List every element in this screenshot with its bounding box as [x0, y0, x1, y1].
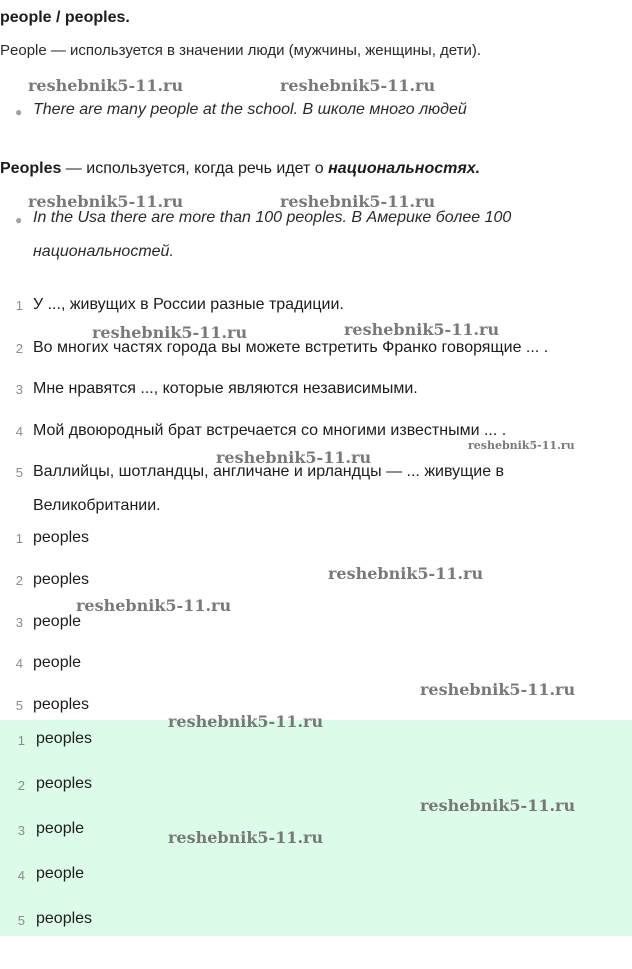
- watermark: reshebnik5-11.ru: [76, 596, 232, 615]
- question-number: 4: [15, 424, 23, 439]
- watermark: reshebnik5-11.ru: [280, 192, 436, 211]
- answer-number: 3: [17, 823, 25, 838]
- watermark: reshebnik5-11.ru: [280, 76, 436, 95]
- answer-text: peoples: [36, 910, 93, 927]
- clipped-rule-line: [0, 42, 560, 68]
- watermark: reshebnik5-11.ru: [420, 796, 576, 815]
- answer-text: peoples: [36, 775, 93, 792]
- example-peoples-line2: национальностей.: [33, 243, 174, 260]
- answer-text: peoples: [36, 730, 93, 747]
- answer-text: people: [36, 820, 85, 837]
- watermark: reshebnik5-11.ru: [168, 828, 324, 847]
- answer-number: 1: [15, 531, 23, 546]
- answer-number: 3: [15, 615, 23, 630]
- question-text: Во многих частях города вы можете встретить Франко говорящие ... .: [33, 339, 549, 356]
- clipped-rule-text: People — используется в значении люди (мужчины, женщины, дети).: [0, 42, 482, 59]
- answer-number: 2: [15, 573, 23, 588]
- page-title: people / peoples.: [0, 9, 130, 26]
- answer-number: 4: [15, 656, 23, 671]
- watermark: reshebnik5-11.ru: [28, 192, 184, 211]
- answer-text: people: [33, 654, 82, 671]
- answer-number: 5: [17, 913, 25, 928]
- question-text: Валлийцы, шотландцы, англичане и ирландцы — ... живущие в: [33, 463, 505, 480]
- question-number: 3: [15, 382, 23, 397]
- answer-text: peoples: [33, 571, 90, 588]
- answer-number: 1: [17, 733, 25, 748]
- peoples-rule: [0, 160, 480, 178]
- watermark: reshebnik5-11.ru: [420, 680, 576, 699]
- watermark: reshebnik5-11.ru: [468, 439, 575, 452]
- watermark: reshebnik5-11.ru: [168, 712, 324, 731]
- peoples-term: Peoples: [0, 160, 62, 177]
- answer-number: 4: [17, 868, 25, 883]
- answer-number: 2: [17, 778, 25, 793]
- question-number: 1: [15, 298, 23, 313]
- answer-text: peoples: [33, 696, 90, 713]
- watermark: reshebnik5-11.ru: [216, 448, 372, 467]
- example-peoples-line1: In the Usa there are more than 100 peoples. В Америке более 100: [33, 209, 512, 226]
- answer-text: people: [33, 613, 82, 630]
- watermark: reshebnik5-11.ru: [328, 564, 484, 583]
- question-text: У ..., живущих в России разные традиции.: [33, 296, 344, 313]
- question-text-continued: Великобритании.: [33, 497, 161, 514]
- answer-text: peoples: [33, 529, 90, 546]
- answer-number: 5: [15, 698, 23, 713]
- question-text: Мне нравятся ..., которые являются независимыми.: [33, 380, 418, 397]
- watermark: reshebnik5-11.ru: [28, 76, 184, 95]
- question-number: 5: [15, 465, 23, 480]
- question-number: 2: [15, 341, 23, 356]
- example-people: There are many people at the school. В школе много людей: [33, 101, 467, 118]
- question-text: Мой двоюродный брат встречается со многими известными ... .: [33, 422, 507, 439]
- watermark: reshebnik5-11.ru: [92, 323, 248, 342]
- answer-text: people: [36, 865, 85, 882]
- bullet-dot-icon: ●: [15, 105, 23, 119]
- peoples-rule-emphasis: национальностях.: [328, 160, 481, 177]
- bullet-dot-icon: ●: [15, 213, 23, 227]
- watermark: reshebnik5-11.ru: [344, 320, 500, 339]
- peoples-rule-text: — используется, когда речь идет о: [61, 160, 329, 177]
